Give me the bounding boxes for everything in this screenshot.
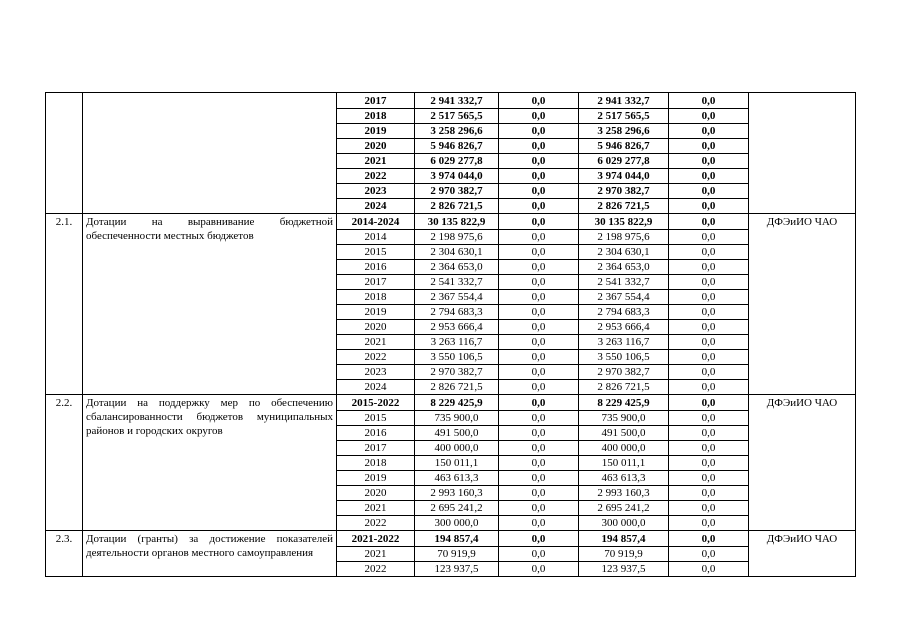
col3-cell: 0,0: [669, 350, 749, 365]
col3-cell: 0,0: [669, 531, 749, 547]
col2-cell: 70 919,9: [579, 547, 669, 562]
section-index: [46, 93, 83, 214]
col1-cell: 0,0: [499, 411, 579, 426]
year-cell: 2017: [337, 441, 415, 456]
total-cell: 400 000,0: [415, 441, 499, 456]
section-description: Дотации на выравнивание бюджетной обеспеченности местных бюджетов: [83, 214, 337, 395]
col3-cell: 0,0: [669, 290, 749, 305]
col2-cell: 2 198 975,6: [579, 230, 669, 245]
col2-cell: 123 937,5: [579, 562, 669, 577]
total-cell: 2 367 554,4: [415, 290, 499, 305]
col2-cell: 3 550 106,5: [579, 350, 669, 365]
year-cell: 2015-2022: [337, 395, 415, 411]
year-cell: 2018: [337, 456, 415, 471]
col1-cell: 0,0: [499, 290, 579, 305]
col2-cell: 5 946 826,7: [579, 139, 669, 154]
col1-cell: 0,0: [499, 214, 579, 230]
total-cell: 2 826 721,5: [415, 199, 499, 214]
col1-cell: 0,0: [499, 426, 579, 441]
total-cell: 8 229 425,9: [415, 395, 499, 411]
section-total-row: [46, 93, 856, 109]
col1-cell: 0,0: [499, 441, 579, 456]
total-cell: 2 541 332,7: [415, 275, 499, 290]
year-cell: 2016: [337, 260, 415, 275]
col1-cell: 0,0: [499, 350, 579, 365]
year-cell: 2016: [337, 426, 415, 441]
total-cell: 2 304 630,1: [415, 245, 499, 260]
year-cell: 2019: [337, 124, 415, 139]
col2-cell: 2 826 721,5: [579, 199, 669, 214]
col2-cell: 2 970 382,7: [579, 184, 669, 199]
total-cell: 3 550 106,5: [415, 350, 499, 365]
year-cell: 2021-2022: [337, 531, 415, 547]
year-cell: 2022: [337, 350, 415, 365]
total-cell: 30 135 822,9: [415, 214, 499, 230]
year-cell: 2021: [337, 335, 415, 350]
year-cell: 2023: [337, 184, 415, 199]
total-cell: 123 937,5: [415, 562, 499, 577]
col2-cell: 2 364 653,0: [579, 260, 669, 275]
col1-cell: 0,0: [499, 486, 579, 501]
col2-cell: 2 941 332,7: [579, 93, 669, 109]
col1-cell: 0,0: [499, 154, 579, 169]
col1-cell: 0,0: [499, 199, 579, 214]
year-cell: 2020: [337, 320, 415, 335]
col2-cell: 2 970 382,7: [579, 365, 669, 380]
year-cell: 2017: [337, 275, 415, 290]
col1-cell: 0,0: [499, 139, 579, 154]
col3-cell: 0,0: [669, 154, 749, 169]
section-index: 2.3.: [46, 531, 83, 577]
year-cell: 2020: [337, 486, 415, 501]
col2-cell: 2 695 241,2: [579, 501, 669, 516]
col1-cell: 0,0: [499, 471, 579, 486]
total-cell: 2 517 565,5: [415, 109, 499, 124]
col2-cell: 3 263 116,7: [579, 335, 669, 350]
col3-cell: 0,0: [669, 411, 749, 426]
year-cell: 2014: [337, 230, 415, 245]
col1-cell: 0,0: [499, 456, 579, 471]
col1-cell: 0,0: [499, 93, 579, 109]
section-responsible: ДФЭиИО ЧАО: [749, 395, 856, 531]
col2-cell: 30 135 822,9: [579, 214, 669, 230]
col1-cell: 0,0: [499, 335, 579, 350]
budget-table: [45, 92, 856, 577]
section-description: Дотации (гранты) за достижение показателей деятельности органов местного самоуправления: [83, 531, 337, 577]
year-cell: 2018: [337, 109, 415, 124]
col1-cell: 0,0: [499, 365, 579, 380]
col1-cell: 0,0: [499, 562, 579, 577]
col3-cell: 0,0: [669, 456, 749, 471]
col2-cell: 3 974 044,0: [579, 169, 669, 184]
col3-cell: 0,0: [669, 275, 749, 290]
year-cell: 2019: [337, 305, 415, 320]
section-responsible: [749, 93, 856, 214]
col1-cell: 0,0: [499, 275, 579, 290]
col2-cell: 400 000,0: [579, 441, 669, 456]
total-cell: 2 970 382,7: [415, 184, 499, 199]
col2-cell: 735 900,0: [579, 411, 669, 426]
total-cell: 70 919,9: [415, 547, 499, 562]
col1-cell: 0,0: [499, 395, 579, 411]
col3-cell: 0,0: [669, 124, 749, 139]
col3-cell: 0,0: [669, 335, 749, 350]
total-cell: 3 258 296,6: [415, 124, 499, 139]
col3-cell: 0,0: [669, 214, 749, 230]
year-cell: 2022: [337, 169, 415, 184]
col3-cell: 0,0: [669, 199, 749, 214]
col3-cell: 0,0: [669, 486, 749, 501]
year-cell: 2022: [337, 516, 415, 531]
col2-cell: 2 826 721,5: [579, 380, 669, 395]
col1-cell: 0,0: [499, 184, 579, 199]
col2-cell: 2 517 565,5: [579, 109, 669, 124]
col2-cell: 2 993 160,3: [579, 486, 669, 501]
col1-cell: 0,0: [499, 260, 579, 275]
col2-cell: 463 613,3: [579, 471, 669, 486]
section-description: Дотации на поддержку мер по обеспечению сбалансированности бюджетов муниципальных районов и городских округов: [83, 395, 337, 531]
col2-cell: 2 953 666,4: [579, 320, 669, 335]
total-cell: 2 198 975,6: [415, 230, 499, 245]
col1-cell: 0,0: [499, 230, 579, 245]
col1-cell: 0,0: [499, 320, 579, 335]
year-cell: 2019: [337, 471, 415, 486]
col1-cell: 0,0: [499, 501, 579, 516]
col2-cell: 2 367 554,4: [579, 290, 669, 305]
col2-cell: 2 304 630,1: [579, 245, 669, 260]
year-cell: 2021: [337, 154, 415, 169]
total-cell: 5 946 826,7: [415, 139, 499, 154]
total-cell: 194 857,4: [415, 531, 499, 547]
total-cell: 3 263 116,7: [415, 335, 499, 350]
col3-cell: 0,0: [669, 395, 749, 411]
total-cell: 2 941 332,7: [415, 93, 499, 109]
col2-cell: 6 029 277,8: [579, 154, 669, 169]
col3-cell: 0,0: [669, 230, 749, 245]
budget-table-body: [46, 93, 856, 577]
total-cell: 2 695 241,2: [415, 501, 499, 516]
col1-cell: 0,0: [499, 169, 579, 184]
col2-cell: 2 541 332,7: [579, 275, 669, 290]
total-cell: 6 029 277,8: [415, 154, 499, 169]
col3-cell: 0,0: [669, 260, 749, 275]
year-cell: 2022: [337, 562, 415, 577]
total-cell: 2 993 160,3: [415, 486, 499, 501]
col3-cell: 0,0: [669, 426, 749, 441]
col3-cell: 0,0: [669, 380, 749, 395]
col2-cell: 2 794 683,3: [579, 305, 669, 320]
col1-cell: 0,0: [499, 109, 579, 124]
total-cell: 735 900,0: [415, 411, 499, 426]
year-cell: 2024: [337, 199, 415, 214]
col3-cell: 0,0: [669, 501, 749, 516]
col3-cell: 0,0: [669, 109, 749, 124]
col3-cell: 0,0: [669, 441, 749, 456]
col3-cell: 0,0: [669, 305, 749, 320]
year-cell: 2021: [337, 547, 415, 562]
col3-cell: 0,0: [669, 562, 749, 577]
section-index: 2.2.: [46, 395, 83, 531]
col2-cell: 194 857,4: [579, 531, 669, 547]
total-cell: 150 011,1: [415, 456, 499, 471]
total-cell: 463 613,3: [415, 471, 499, 486]
col3-cell: 0,0: [669, 471, 749, 486]
total-cell: 2 364 653,0: [415, 260, 499, 275]
section-total-row: [46, 214, 856, 230]
total-cell: 2 953 666,4: [415, 320, 499, 335]
year-cell: 2015: [337, 411, 415, 426]
year-cell: 2023: [337, 365, 415, 380]
total-cell: 491 500,0: [415, 426, 499, 441]
total-cell: 300 000,0: [415, 516, 499, 531]
col2-cell: 491 500,0: [579, 426, 669, 441]
section-description: [83, 93, 337, 214]
section-responsible: ДФЭиИО ЧАО: [749, 531, 856, 577]
col3-cell: 0,0: [669, 245, 749, 260]
col1-cell: 0,0: [499, 380, 579, 395]
col3-cell: 0,0: [669, 93, 749, 109]
col3-cell: 0,0: [669, 365, 749, 380]
col3-cell: 0,0: [669, 169, 749, 184]
col3-cell: 0,0: [669, 547, 749, 562]
col2-cell: 300 000,0: [579, 516, 669, 531]
year-cell: 2014-2024: [337, 214, 415, 230]
col1-cell: 0,0: [499, 305, 579, 320]
col1-cell: 0,0: [499, 516, 579, 531]
col1-cell: 0,0: [499, 531, 579, 547]
year-cell: 2015: [337, 245, 415, 260]
col1-cell: 0,0: [499, 547, 579, 562]
col3-cell: 0,0: [669, 184, 749, 199]
col3-cell: 0,0: [669, 516, 749, 531]
section-total-row: [46, 395, 856, 411]
year-cell: 2017: [337, 93, 415, 109]
col1-cell: 0,0: [499, 124, 579, 139]
col3-cell: 0,0: [669, 139, 749, 154]
total-cell: 3 974 044,0: [415, 169, 499, 184]
total-cell: 2 794 683,3: [415, 305, 499, 320]
section-index: 2.1.: [46, 214, 83, 395]
col2-cell: 3 258 296,6: [579, 124, 669, 139]
total-cell: 2 826 721,5: [415, 380, 499, 395]
section-responsible: ДФЭиИО ЧАО: [749, 214, 856, 395]
year-cell: 2020: [337, 139, 415, 154]
col2-cell: 150 011,1: [579, 456, 669, 471]
total-cell: 2 970 382,7: [415, 365, 499, 380]
col1-cell: 0,0: [499, 245, 579, 260]
year-cell: 2021: [337, 501, 415, 516]
year-cell: 2018: [337, 290, 415, 305]
col3-cell: 0,0: [669, 320, 749, 335]
section-total-row: [46, 531, 856, 547]
col2-cell: 8 229 425,9: [579, 395, 669, 411]
year-cell: 2024: [337, 380, 415, 395]
